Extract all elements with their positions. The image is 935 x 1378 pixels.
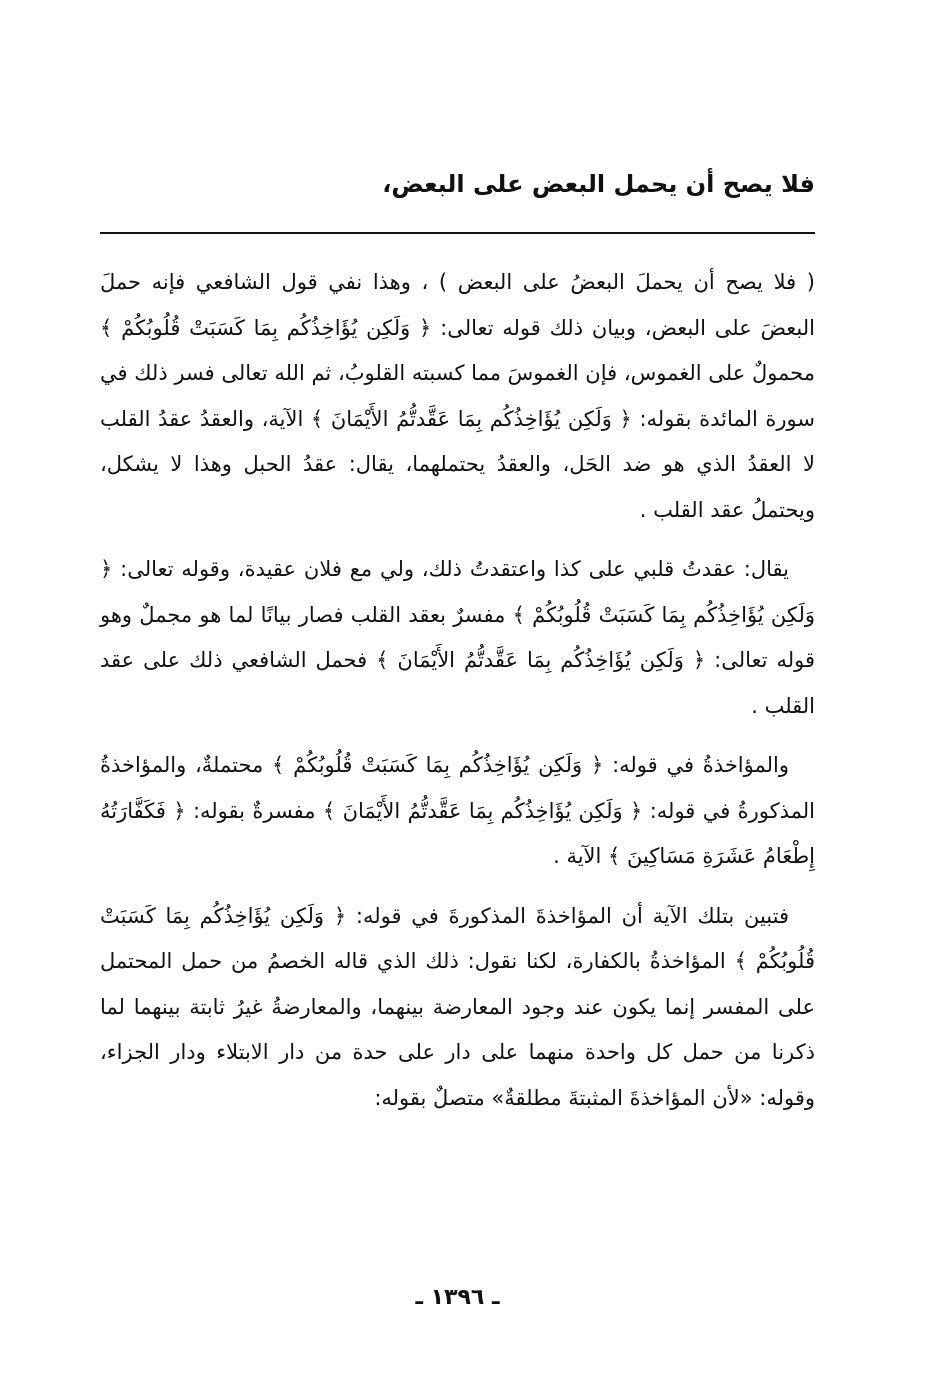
running-header: فلا يصح أن يحمل البعض على البعض، — [382, 170, 815, 198]
paragraph-2: يقال: عقدتُ قلبي على كذا واعتقدتُ ذلك، ولي مع فلان عقيدة، وقوله تعالى: ﴿ وَلَكِن يُؤَاخِذُكُم بِمَا كَسَبَتْ قُلُوبُكُمْ ﴾ مفسرٌ بعقد القلب فصار بيانًا لما هو مجملٌ وهو قوله تعالى: ﴿ وَلَكِن يُؤَاخِذُكُم بِمَا عَقَّدتُّمُ الأَيْمَانَ ﴾ فحمل الشافعي ذلك على عقد القلب . — [100, 557, 815, 718]
paragraph-3: والمؤاخذةُ في قوله: ﴿ وَلَكِن يُؤَاخِذُكُم بِمَا كَسَبَتْ قُلُوبُكُمْ ﴾ محتملةٌ، والمؤاخذةُ المذكورةُ في قوله: ﴿ وَلَكِن يُؤَاخِذُكُم بِمَا عَقَّدتُّمُ الأَيْمَانَ ﴾ مفسرةٌ بقوله: ﴿ فَكَفَّارَتُهُ إِطْعَامُ عَشَرَةِ مَسَاكِينَ ﴾ الآية . — [100, 753, 815, 868]
book-page — [100, 160, 815, 1350]
paragraph-4: فتبين بتلك الآية أن المؤاخذةَ المذكورةَ في قوله: ﴿ وَلَكِن يُؤَاخِذُكُم بِمَا كَسَبَتْ قُلُوبُكُمْ ﴾ المؤاخذةُ بالكفارة، لكنا نقول: ذلك الذي قاله الخصمُ من حمل المحتمل على المفسر إنما يكون عند وجود المعارضة بينهما، والمعارضةُ غيرُ ثابتة بينهما لما ذكرنا من حمل كل واحدة منهما على دار على حدة من دار الابتلاء ودار الجزاء، وقوله: «لأن المؤاخذةَ المثبتةَ مطلقةٌ» متصلٌ بقوله: — [100, 903, 815, 1110]
paragraph-1: ( فلا يصح أن يحملَ البعضُ على البعض ) ، وهذا نفي قول الشافعي فإنه حملَ البعضَ على البعض، وبيان ذلك قوله تعالى: ﴿ وَلَكِن يُؤَاخِذُكُم بِمَا كَسَبَتْ قُلُوبُكُمْ ﴾ محمولٌ على الغموس، فإن الغموسَ مما كسبته القلوبُ، ثم الله تعالى فسر ذلك في سورة المائدة بقوله: ﴿ وَلَكِن يُؤَاخِذُكُم بِمَا عَقَّدتُّمُ الأَيْمَانَ ﴾ الآية، والعقدُ عقدُ القلب لا العقدُ الذي هو ضد الحَل، والعقدُ يحتملهما، يقال: عقدُ الحبل وهذا لا يشكل، ويحتملُ عقد القلب . — [100, 270, 815, 522]
page-number: ـ ١٣٩٦ ـ — [415, 1285, 500, 1310]
header-rule — [100, 232, 815, 234]
page-body — [100, 260, 815, 1135]
